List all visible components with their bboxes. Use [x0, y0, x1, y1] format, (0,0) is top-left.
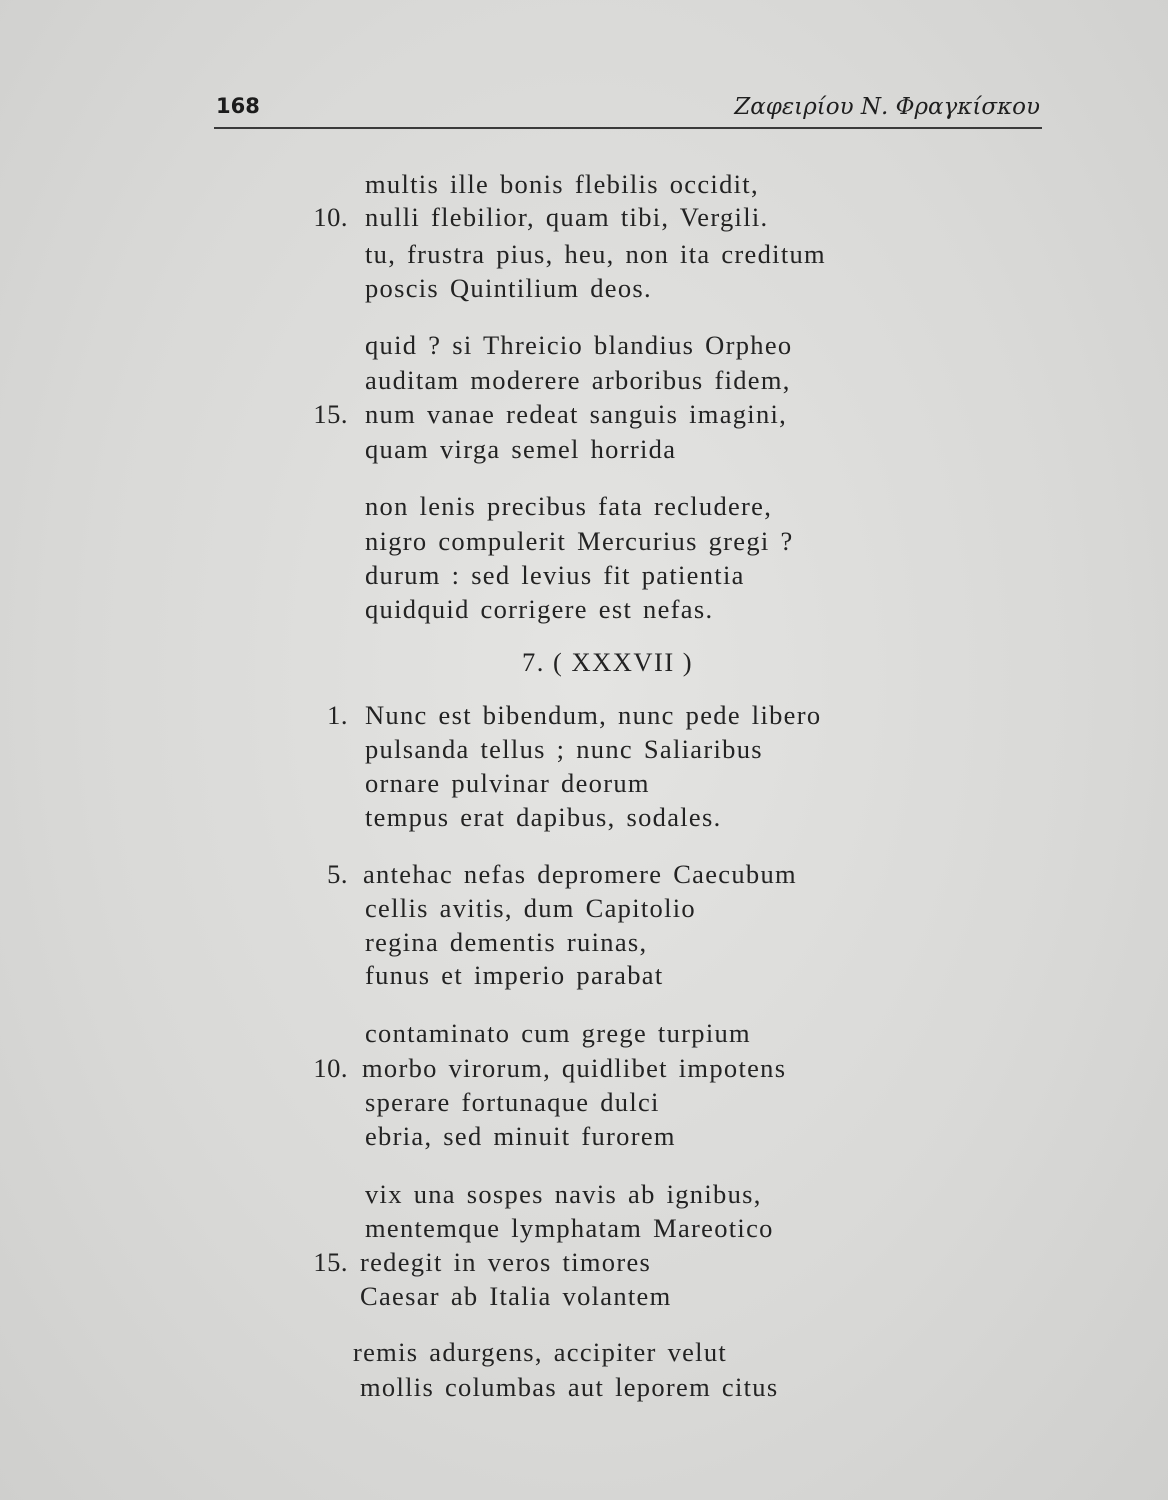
- verse-line: non lenis precibus fata recludere,: [365, 491, 773, 521]
- verse-line: nigro compulerit Mercurius gregi ?: [365, 526, 794, 556]
- page-number: 168: [216, 94, 260, 118]
- verse-line: ebria, sed minuit furorem: [365, 1121, 676, 1151]
- verse-line: sperare fortunaque dulci: [365, 1087, 660, 1117]
- poem-heading: 7. ( XXXVII ): [522, 647, 694, 677]
- verse-line: mollis columbas aut leporem citus: [360, 1372, 779, 1402]
- running-head-author: Ζαφειρίου Ν. Φραγκίσκου: [734, 94, 1040, 120]
- verse-line: durum : sed levius fit patientia: [365, 560, 745, 590]
- verse-line: cellis avitis, dum Capitolio: [365, 893, 696, 923]
- verse-line: poscis Quintilium deos.: [365, 273, 652, 303]
- line-number: 1.: [327, 700, 348, 730]
- verse-line: quidquid corrigere est nefas.: [365, 594, 714, 624]
- verse-line: contaminato cum grege turpium: [365, 1018, 751, 1048]
- verse-line: antehac nefas depromere Caecubum: [363, 859, 797, 889]
- verse-line: num vanae redeat sanguis imagini,: [365, 399, 788, 429]
- line-number: 10.: [313, 1053, 348, 1083]
- verse-line: quid ? si Threicio blandius Orpheo: [365, 330, 793, 360]
- verse-line: nulli flebilior, quam tibi, Vergili.: [365, 202, 769, 232]
- verse-line: pulsanda tellus ; nunc Saliaribus: [365, 734, 763, 764]
- verse-line: tempus erat dapibus, sodales.: [365, 802, 722, 832]
- verse-line: tu, frustra pius, heu, non ita creditum: [365, 239, 826, 269]
- verse-line: vix una sospes navis ab ignibus,: [365, 1179, 762, 1209]
- verse-line: Nunc est bibendum, nunc pede libero: [365, 700, 822, 730]
- verse-line: quam virga semel horrida: [365, 434, 677, 464]
- line-number: 15.: [313, 399, 348, 429]
- verse-line: ornare pulvinar deorum: [365, 768, 650, 798]
- verse-line: regina dementis ruinas,: [365, 927, 648, 957]
- verse-line: mentemque lymphatam Mareotico: [365, 1213, 774, 1243]
- verse-line: funus et imperio parabat: [365, 960, 664, 990]
- line-number: 10.: [313, 202, 348, 232]
- verse-line: morbo virorum, quidlibet impotens: [362, 1053, 787, 1083]
- verse-line: Caesar ab Italia volantem: [360, 1281, 672, 1311]
- verse-line: redegit in veros timores: [360, 1247, 652, 1277]
- verse-line: multis ille bonis flebilis occidit,: [365, 169, 759, 199]
- line-number: 15.: [313, 1247, 348, 1277]
- verse-line: remis adurgens, accipiter velut: [353, 1337, 728, 1367]
- line-number: 5.: [327, 859, 348, 889]
- verse-line: auditam moderere arboribus fidem,: [365, 365, 791, 395]
